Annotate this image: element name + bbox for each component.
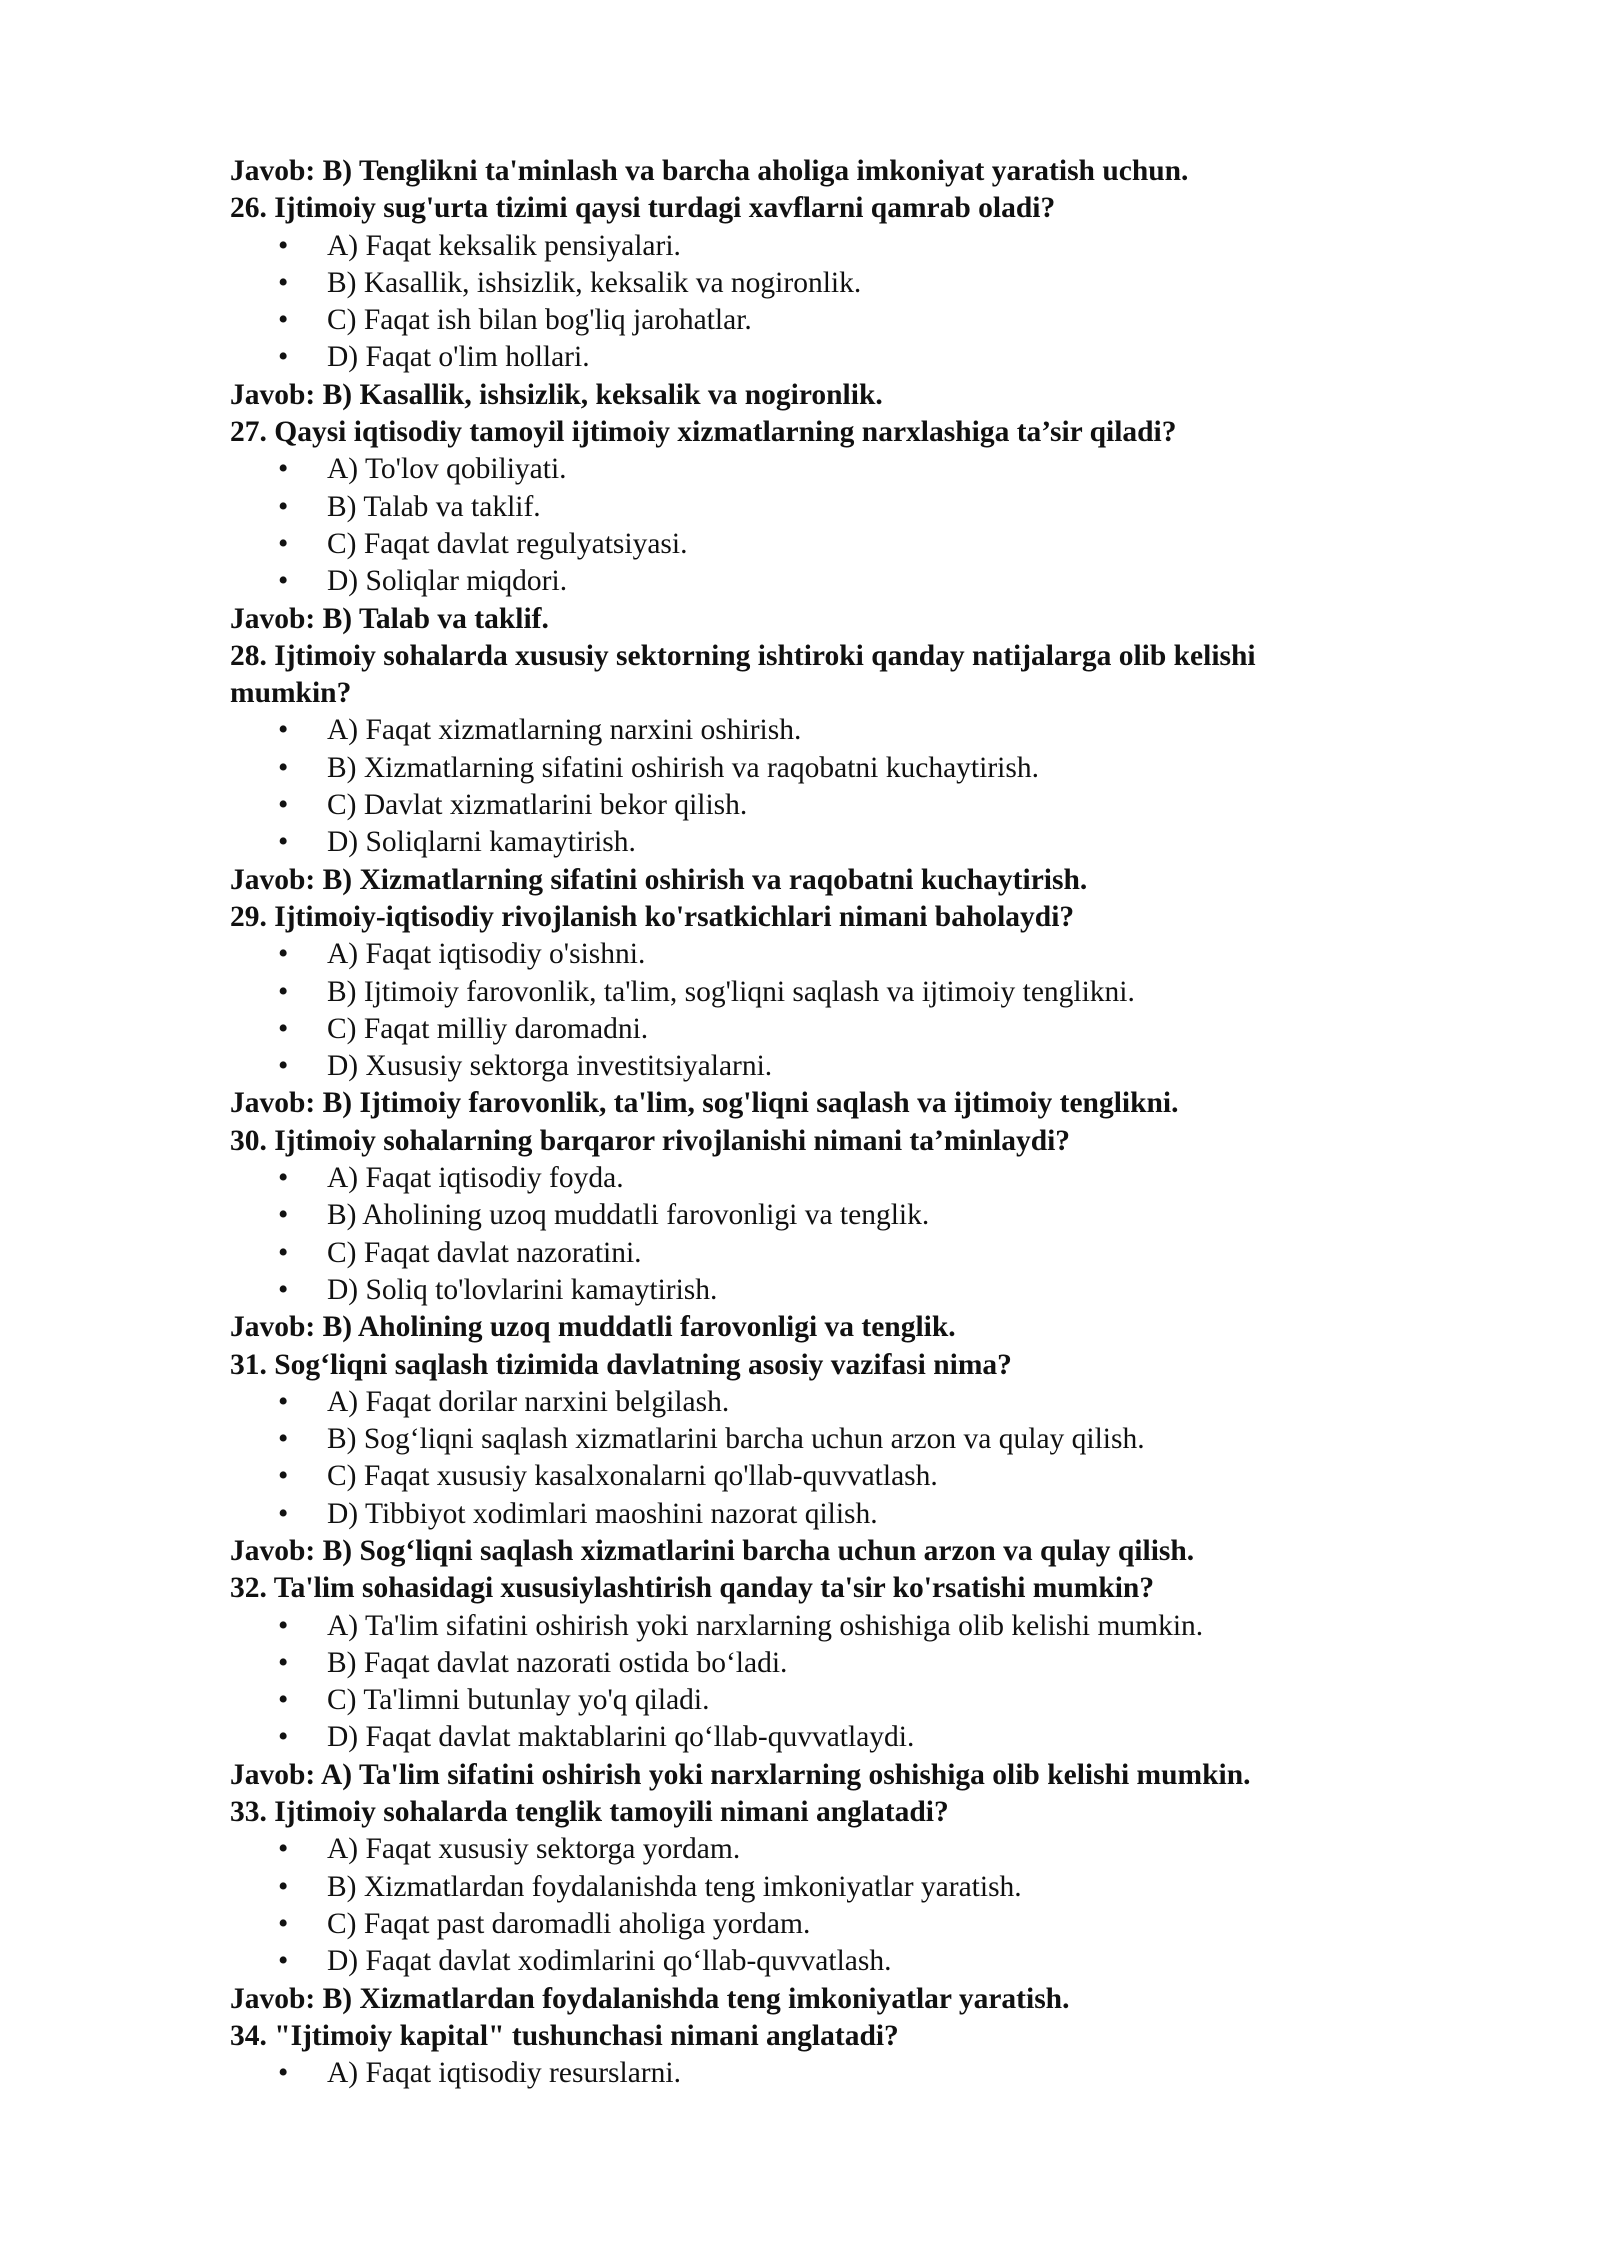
answer-text: Javob: B) Aholining uzoq muddatli farovonligi va tenglik.: [230, 1311, 956, 1344]
option-text: B) Faqat davlat nazorati ostida bo‘ladi.: [327, 1646, 788, 1679]
bullet-icon: •: [278, 1012, 289, 1045]
option-text: D) Faqat davlat xodimlarini qo‘llab-quvvatlash.: [327, 1945, 892, 1978]
answer-option: [230, 936, 1410, 973]
question-text: 26. Ijtimoiy sug'urta tizimi qaysi turdagi xavflarni qamrab oladi?: [230, 192, 1056, 225]
bullet-icon: •: [278, 490, 289, 523]
answer-option: [230, 451, 1410, 488]
answer-option: [230, 1719, 1410, 1756]
question-text: 32. Ta'lim sohasidagi xususiylashtirish qanday ta'sir ko'rsatishi mumkin?: [230, 1572, 1155, 1605]
bullet-icon: •: [278, 714, 289, 747]
answer-option: [230, 1272, 1410, 1309]
answer-option: [230, 1011, 1410, 1048]
option-text: B) Talab va taklif.: [327, 490, 541, 523]
answer-option: [230, 1682, 1410, 1719]
bullet-icon: •: [278, 1833, 289, 1866]
option-text: D) Faqat o'lim hollari.: [327, 341, 590, 374]
answer-option: [230, 1384, 1410, 1421]
bullet-icon: •: [278, 2057, 289, 2090]
option-text: C) Faqat milliy daromadni.: [327, 1012, 649, 1045]
answer-text: Javob: B) Xizmatlardan foydalanishda teng imkoniyatlar yaratish.: [230, 1982, 1070, 2015]
bullet-icon: •: [278, 1721, 289, 1754]
question-text: 31. Sog‘liqni saqlash tizimida davlatning asosiy vazifasi nima?: [230, 1348, 1012, 1381]
bullet-icon: •: [278, 1460, 289, 1493]
option-text: B) Aholining uzoq muddatli farovonligi va tenglik.: [327, 1199, 930, 1232]
option-text: A) Faqat xizmatlarning narxini oshirish.: [327, 714, 802, 747]
question-text: 29. Ijtimoiy-iqtisodiy rivojlanish ko'rsatkichlari nimani baholaydi?: [230, 900, 1075, 933]
answer-option: [230, 1608, 1410, 1645]
option-text: A) Faqat keksalik pensiyalari.: [327, 229, 681, 262]
bullet-icon: •: [278, 1385, 289, 1418]
answer-option: [230, 750, 1410, 787]
option-text: A) Faqat xususiy sektorga yordam.: [327, 1833, 741, 1866]
bullet-icon: •: [278, 565, 289, 598]
bullet-icon: •: [278, 1050, 289, 1083]
bullet-icon: •: [278, 341, 289, 374]
answer-option: [230, 1869, 1410, 1906]
answer-option: [230, 1496, 1410, 1533]
answer-option: [230, 824, 1410, 861]
bullet-icon: •: [278, 751, 289, 784]
answer-option: [230, 1235, 1410, 1272]
answer-text: Javob: B) Ijtimoiy farovonlik, ta'lim, sog'liqni saqlash va ijtimoiy tenglikni.: [230, 1087, 1179, 1120]
answer-option: [230, 1645, 1410, 1682]
answer-option: [230, 1197, 1410, 1234]
bullet-icon: •: [278, 527, 289, 560]
answer-text: Javob: B) Talab va taklif.: [230, 602, 549, 635]
bullet-icon: •: [278, 304, 289, 337]
option-text: D) Faqat davlat maktablarini qo‘llab-quvvatlaydi.: [327, 1721, 915, 1754]
option-text: A) Faqat dorilar narxini belgilash.: [327, 1385, 730, 1418]
bullet-icon: •: [278, 266, 289, 299]
bullet-icon: •: [278, 975, 289, 1008]
answer-option: [230, 1048, 1410, 1085]
bullet-icon: •: [278, 453, 289, 486]
option-text: A) Faqat iqtisodiy resurslarni.: [327, 2057, 681, 2090]
option-text: A) To'lov qobiliyati.: [327, 453, 567, 486]
option-text: B) Sog‘liqni saqlash xizmatlarini barcha uchun arzon va qulay qilish.: [327, 1423, 1145, 1456]
option-text: D) Tibbiyot xodimlari maoshini nazorat qilish.: [327, 1497, 878, 1530]
answer-option: [230, 2055, 1410, 2092]
option-text: B) Xizmatlarning sifatini oshirish va raqobatni kuchaytirish.: [327, 751, 1039, 784]
bullet-icon: •: [278, 826, 289, 859]
bullet-icon: •: [278, 1609, 289, 1642]
option-text: B) Kasallik, ishsizlik, keksalik va nogironlik.: [327, 266, 862, 299]
option-text: B) Ijtimoiy farovonlik, ta'lim, sog'liqni saqlash va ijtimoiy tenglikni.: [327, 975, 1135, 1008]
bullet-icon: •: [278, 1646, 289, 1679]
question-text: 28. Ijtimoiy sohalarda xususiy sektorning ishtiroki qanday natijalarga olib kelishi: [230, 639, 1256, 672]
answer-option: [230, 228, 1410, 265]
bullet-icon: •: [278, 1423, 289, 1456]
bullet-icon: •: [278, 229, 289, 262]
answer-option: [230, 265, 1410, 302]
question-text: 27. Qaysi iqtisodiy tamoyil ijtimoiy xizmatlarning narxlashiga ta’sir qiladi?: [230, 416, 1177, 449]
bullet-icon: •: [278, 1870, 289, 1903]
question-text: 33. Ijtimoiy sohalarda tenglik tamoyili nimani anglatadi?: [230, 1796, 949, 1829]
answer-option: [230, 1160, 1410, 1197]
option-text: C) Faqat past daromadli aholiga yordam.: [327, 1907, 811, 1940]
bullet-icon: •: [278, 1497, 289, 1530]
option-text: C) Faqat ish bilan bog'liq jarohatlar.: [327, 304, 752, 337]
option-text: D) Soliq to'lovlarini kamaytirish.: [327, 1273, 718, 1306]
answer-option: [230, 787, 1410, 824]
option-text: A) Faqat iqtisodiy o'sishni.: [327, 938, 646, 971]
answer-option: [230, 974, 1410, 1011]
bullet-icon: •: [278, 938, 289, 971]
answer-text: Javob: B) Tenglikni ta'minlash va barcha aholiga imkoniyat yaratish uchun.: [230, 155, 1189, 187]
answer-text: Javob: A) Ta'lim sifatini oshirish yoki narxlarning oshishiga olib kelishi mumkin.: [230, 1758, 1251, 1791]
answer-option: [230, 302, 1410, 339]
answer-text: Javob: B) Kasallik, ishsizlik, keksalik va nogironlik.: [230, 378, 883, 411]
option-text: A) Ta'lim sifatini oshirish yoki narxlarning oshishiga olib kelishi mumkin.: [327, 1609, 1204, 1642]
option-text: A) Faqat iqtisodiy foyda.: [327, 1162, 624, 1195]
option-text: D) Soliqlarni kamaytirish.: [327, 826, 636, 859]
bullet-icon: •: [278, 1945, 289, 1978]
option-text: C) Ta'limni butunlay yo'q qiladi.: [327, 1684, 710, 1717]
bullet-icon: •: [278, 1236, 289, 1269]
answer-option: [230, 489, 1410, 526]
option-text: C) Davlat xizmatlarini bekor qilish.: [327, 789, 748, 822]
answer-option: [230, 1943, 1410, 1980]
option-text: C) Faqat davlat regulyatsiyasi.: [327, 527, 688, 560]
bullet-icon: •: [278, 1162, 289, 1195]
question-text: 30. Ijtimoiy sohalarning barqaror rivojlanishi nimani ta’minlaydi?: [230, 1124, 1071, 1157]
answer-option: [230, 712, 1410, 749]
bullet-icon: •: [278, 1199, 289, 1232]
answer-option: [230, 563, 1410, 600]
answer-option: [230, 1421, 1410, 1458]
answer-option: [230, 1906, 1410, 1943]
question-text: mumkin?: [230, 677, 352, 710]
option-text: D) Xususiy sektorga investitsiyalarni.: [327, 1050, 773, 1083]
answer-text: Javob: B) Xizmatlarning sifatini oshirish va raqobatni kuchaytirish.: [230, 863, 1088, 896]
option-text: D) Soliqlar miqdori.: [327, 565, 568, 598]
bullet-icon: •: [278, 789, 289, 822]
answer-option: [230, 1831, 1410, 1868]
option-text: B) Xizmatlardan foydalanishda teng imkoniyatlar yaratish.: [327, 1870, 1022, 1903]
bullet-icon: •: [278, 1273, 289, 1306]
option-text: C) Faqat davlat nazoratini.: [327, 1236, 642, 1269]
answer-text: Javob: B) Sog‘liqni saqlash xizmatlarini barcha uchun arzon va qulay qilish.: [230, 1534, 1195, 1567]
bullet-icon: •: [278, 1684, 289, 1717]
question-text: 34. "Ijtimoiy kapital" tushunchasi nimani anglatadi?: [230, 2019, 899, 2052]
answer-option: [230, 339, 1410, 376]
answer-option: [230, 1458, 1410, 1495]
answer-option: [230, 526, 1410, 563]
bullet-icon: •: [278, 1907, 289, 1940]
option-text: C) Faqat xususiy kasalxonalarni qo'llab-quvvatlash.: [327, 1460, 938, 1493]
document-page: [230, 153, 1410, 2092]
